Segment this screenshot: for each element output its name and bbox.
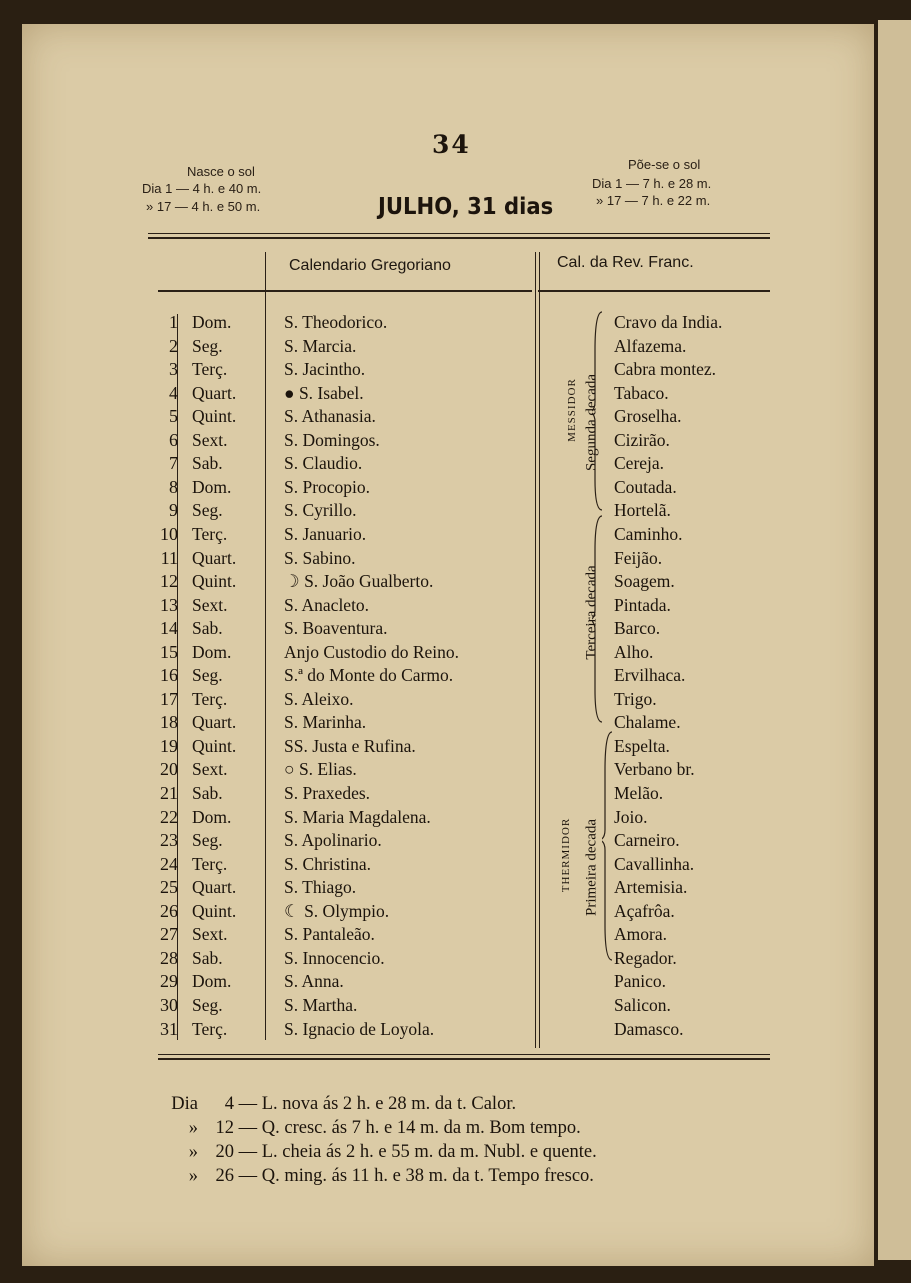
weekday: Terç. (192, 688, 228, 709)
saint-name (284, 783, 370, 804)
month-title: JULHO, 31 dias (378, 194, 554, 220)
saint-name (284, 312, 387, 333)
saint-text: S. Martha. (284, 994, 358, 1015)
revolutionary-day-name: Cabra montez. (614, 359, 717, 380)
top-rule (148, 233, 770, 234)
saint-name (284, 406, 376, 427)
decade-segunda: Segunda decada (583, 373, 600, 472)
saint-name (284, 336, 356, 357)
revolutionary-day-name: Salicon. (614, 994, 671, 1015)
saint-text: S. Marcia. (284, 335, 357, 356)
weekday: Terç. (192, 523, 228, 544)
decade-braces (592, 310, 612, 790)
saint-name (284, 571, 433, 592)
day-number: 4 (169, 382, 178, 403)
saint-text: S. Sabino. (284, 547, 356, 568)
saint-text: S. Claudio. (284, 453, 363, 474)
day-row (22, 807, 874, 831)
decade-primeira: Primeira decada (583, 818, 600, 917)
weekday: Sab. (192, 783, 223, 803)
saint-text: S. Theodorico. (284, 312, 388, 332)
revolutionary-day-name: Trigo. (614, 688, 657, 709)
revolutionary-day-name: Hortelã. (614, 500, 671, 521)
day-row (22, 430, 874, 454)
decade-brace-primeira (602, 730, 622, 970)
saint-name (284, 948, 385, 969)
day-number: 9 (169, 500, 178, 521)
weekday: Quint. (192, 735, 237, 756)
weekday: Quart. (192, 382, 237, 403)
saint-text: S. Marinha. (284, 712, 367, 733)
revolutionary-day-name: Artemisia. (614, 877, 688, 898)
saint-text: S. João Gualberto. (304, 571, 434, 592)
day-number: 13 (160, 594, 178, 615)
day-row (22, 1019, 874, 1043)
phase-day: 4 (224, 1094, 234, 1114)
saint-name (284, 877, 356, 898)
saint-name (284, 924, 375, 945)
weekday: Dom. (192, 641, 232, 662)
saint-name (284, 595, 369, 616)
saint-name (284, 500, 356, 521)
day-number: 23 (160, 830, 178, 851)
saint-name (284, 971, 344, 992)
day-number: 11 (160, 547, 178, 568)
saint-name (284, 854, 371, 875)
sunrise-line-1: Dia 1 — 4 h. e 40 m. (142, 181, 262, 196)
saint-text: S. Praxedes. (284, 783, 371, 803)
day-row (22, 312, 874, 336)
weekday: Quart. (192, 547, 237, 568)
saint-text: S. Domingos. (284, 429, 380, 450)
bottom-rule (158, 1054, 770, 1055)
saint-text: S. Olympio. (304, 900, 390, 921)
saint-text: S. Maria Magdalena. (284, 806, 431, 827)
day-row (22, 383, 874, 407)
day-row (22, 712, 874, 736)
revolutionary-day-name: Açafrôa. (614, 900, 675, 921)
saint-text: S. Ignacio de Loyola. (284, 1018, 435, 1039)
moon-phase-line (160, 1142, 597, 1163)
saint-name (284, 524, 366, 545)
day-number: 14 (160, 618, 178, 639)
header-rule-left (158, 290, 532, 292)
day-number: 21 (160, 783, 178, 803)
moon-phase-icon: ☾ (284, 900, 305, 921)
weekday: Dom. (192, 312, 232, 332)
day-number: 27 (160, 924, 178, 945)
saint-name (284, 736, 416, 757)
day-row (22, 901, 874, 925)
moon-phase-line (160, 1166, 594, 1187)
revolutionary-day-name: Cereja. (614, 453, 665, 474)
day-row (22, 830, 874, 854)
weekday: Seg. (192, 335, 223, 356)
day-row (22, 524, 874, 548)
weekday: Quint. (192, 406, 237, 427)
day-number: 6 (169, 429, 178, 450)
weekday: Terç. (192, 1018, 228, 1039)
weekday: Quart. (192, 877, 237, 898)
weekday: Quint. (192, 900, 237, 921)
phase-prefix: » (188, 1142, 198, 1162)
sunrise-line-2: » 17 — 4 h. e 50 m. (146, 199, 261, 214)
revolutionary-day-name: Melão. (614, 783, 664, 803)
bottom-rule-thick (158, 1058, 770, 1060)
revolutionary-day-name: Carneiro. (614, 830, 680, 851)
day-number: 20 (160, 759, 178, 780)
day-row (22, 642, 874, 666)
day-row (22, 689, 874, 713)
day-number: 16 (160, 665, 178, 686)
top-rule-thick (148, 237, 770, 239)
day-number: 3 (169, 359, 178, 380)
revolutionary-day-name: Damasco. (614, 1018, 684, 1039)
day-row (22, 618, 874, 642)
sunset-title: Põe-se o sol (628, 157, 701, 172)
day-number: 18 (160, 712, 178, 733)
revolutionary-day-name: Amora. (614, 924, 667, 945)
day-row (22, 595, 874, 619)
weekday: Seg. (192, 500, 223, 521)
revolutionary-day-name: Feijão. (614, 547, 663, 568)
saint-name (284, 477, 370, 498)
saint-text: S. Innocencio. (284, 947, 385, 968)
day-row (22, 759, 874, 783)
revolutionary-day-name: Coutada. (614, 476, 677, 497)
moon-phase-icon: ○ (284, 759, 299, 780)
day-row (22, 500, 874, 524)
month-thermidor: THERMIDOR (560, 817, 572, 893)
revolutionary-day-name: Caminho. (614, 523, 683, 544)
day-number: 10 (160, 523, 178, 544)
day-number: 26 (160, 900, 178, 921)
day-number: 7 (169, 453, 178, 474)
day-row (22, 548, 874, 572)
weekday: Quint. (192, 571, 237, 592)
saint-text: S. Isabel. (298, 382, 364, 403)
day-row (22, 971, 874, 995)
saint-name (284, 359, 365, 380)
day-number: 31 (160, 1018, 178, 1039)
gregorian-header: Calendario Gregoriano (289, 257, 451, 274)
day-row (22, 854, 874, 878)
saint-text: S. Boaventura. (284, 618, 388, 639)
phase-prefix: » (188, 1118, 198, 1138)
day-number: 22 (160, 806, 178, 827)
weekday: Seg. (192, 665, 223, 686)
phase-day: 26 (215, 1166, 234, 1186)
adjacent-page-edge (878, 20, 911, 1260)
moon-phase-icon: ☽ (284, 571, 305, 592)
saint-name (284, 689, 354, 710)
saint-text: S. Aleixo. (284, 688, 354, 709)
saint-name (284, 830, 382, 851)
moon-phase-line (160, 1118, 581, 1139)
saint-text: S. Pantaleão. (284, 924, 375, 945)
phase-prefix: Dia (171, 1094, 198, 1114)
moon-phase-icon: ● (284, 382, 299, 403)
day-row (22, 665, 874, 689)
weekday: Dom. (192, 806, 232, 827)
day-number: 17 (160, 688, 178, 709)
saint-name (284, 759, 357, 780)
day-number: 28 (160, 947, 178, 968)
saint-name (284, 642, 459, 663)
saint-text: S. Anna. (284, 971, 344, 992)
page-number: 34 (432, 130, 471, 159)
almanac-page (22, 24, 874, 1266)
saint-name (284, 712, 366, 733)
weekday: Seg. (192, 994, 223, 1015)
day-row (22, 924, 874, 948)
weekday: Sext. (192, 429, 228, 450)
saint-text: S. Christina. (284, 853, 372, 874)
saint-text: SS. Justa e Rufina. (284, 735, 416, 756)
saint-name (284, 383, 364, 404)
day-number: 2 (169, 335, 178, 356)
sunset-line-2: » 17 — 7 h. e 22 m. (596, 193, 711, 208)
phase-day: 20 (215, 1142, 234, 1162)
day-row (22, 453, 874, 477)
day-number: 5 (169, 406, 178, 427)
day-number: 1 (169, 312, 178, 332)
saint-text: Anjo Custodio do Reino. (284, 641, 460, 662)
day-row (22, 406, 874, 430)
saint-text: S. Athanasia. (284, 406, 376, 427)
revolutionary-day-name: Joio. (614, 806, 648, 827)
header-rule-right (538, 290, 770, 292)
saint-text: S. Jacintho. (284, 359, 366, 380)
saint-text: S. Procopio. (284, 476, 371, 497)
saint-name (284, 1019, 434, 1040)
saint-text: S. Thiago. (284, 877, 357, 898)
saint-text: S. Apolinario. (284, 830, 382, 851)
saint-name (284, 548, 355, 569)
revolutionary-day-name: Pintada. (614, 594, 671, 615)
weekday: Sext. (192, 924, 228, 945)
weekday: Terç. (192, 853, 228, 874)
revolutionary-day-name: Tabaco. (614, 382, 669, 403)
day-number: 8 (169, 476, 178, 497)
revolutionary-day-name: Alfazema. (614, 335, 687, 356)
weekday: Terç. (192, 359, 228, 380)
day-row (22, 736, 874, 760)
saint-text: S. Anacleto. (284, 594, 370, 615)
sunset-line-1: Dia 1 — 7 h. e 28 m. (592, 176, 712, 191)
revolutionary-header: Cal. da Rev. Franc. (557, 254, 694, 271)
saint-name (284, 665, 453, 686)
weekday: Sext. (192, 594, 228, 615)
weekday: Dom. (192, 476, 232, 497)
phase-text: — L. nova ás 2 h. e 28 m. da t. Calor. (234, 1094, 517, 1114)
day-row (22, 477, 874, 501)
month-messidor: MESSIDOR (566, 378, 578, 442)
phase-text: — Q. ming. ás 11 h. e 38 m. da t. Tempo fresco. (234, 1166, 594, 1186)
revolutionary-day-name: Soagem. (614, 571, 675, 592)
saint-name (284, 618, 388, 639)
saint-name (284, 807, 431, 828)
day-number: 12 (160, 571, 178, 592)
day-number: 29 (160, 971, 178, 992)
day-number: 15 (160, 641, 178, 662)
phase-text: — Q. cresc. ás 7 h. e 14 m. da m. Bom tempo. (234, 1118, 581, 1138)
revolutionary-day-name: Regador. (614, 947, 677, 968)
day-row (22, 995, 874, 1019)
day-row (22, 571, 874, 595)
phase-text: — L. cheia ás 2 h. e 55 m. da m. Nubl. e quente. (234, 1142, 597, 1162)
revolutionary-day-name: Verbano br. (614, 759, 695, 780)
revolutionary-day-name: Espelta. (614, 735, 670, 756)
saint-name (284, 430, 380, 451)
day-row (22, 336, 874, 360)
weekday: Sab. (192, 618, 223, 639)
phase-day: 12 (215, 1118, 234, 1138)
saint-name (284, 901, 389, 922)
phase-prefix: » (188, 1166, 198, 1186)
saint-text: S.ª do Monte do Carmo. (284, 665, 454, 686)
weekday: Sext. (192, 759, 228, 780)
saint-text: S. Elias. (298, 759, 357, 780)
day-row (22, 877, 874, 901)
revolutionary-day-name: Cizirão. (614, 429, 670, 450)
revolutionary-day-name: Chalame. (614, 712, 681, 733)
sunrise-title: Nasce o sol (187, 164, 255, 179)
revolutionary-day-name: Ervilhaca. (614, 665, 686, 686)
weekday: Quart. (192, 712, 237, 733)
revolutionary-day-name: Barco. (614, 618, 661, 639)
saint-text: S. Januario. (284, 523, 367, 544)
day-number: 30 (160, 994, 178, 1015)
day-row (22, 783, 874, 807)
revolutionary-day-name: Alho. (614, 641, 654, 662)
decade-terceira: Terceira decada (583, 565, 600, 660)
day-number: 25 (160, 877, 178, 898)
day-row (22, 359, 874, 383)
weekday: Sab. (192, 453, 223, 474)
revolutionary-day-name: Cavallinha. (614, 853, 695, 874)
saint-text: S. Cyrillo. (284, 500, 357, 521)
revolutionary-day-name: Groselha. (614, 406, 682, 427)
weekday: Dom. (192, 971, 232, 992)
moon-phase-line (160, 1094, 516, 1115)
day-row (22, 948, 874, 972)
revolutionary-day-name: Cravo da India. (614, 312, 723, 332)
day-number: 24 (160, 853, 178, 874)
saint-name (284, 453, 362, 474)
day-number: 19 (160, 735, 178, 756)
saint-name (284, 995, 357, 1016)
weekday: Seg. (192, 830, 223, 851)
weekday: Sab. (192, 947, 223, 968)
revolutionary-day-name: Panico. (614, 971, 667, 992)
